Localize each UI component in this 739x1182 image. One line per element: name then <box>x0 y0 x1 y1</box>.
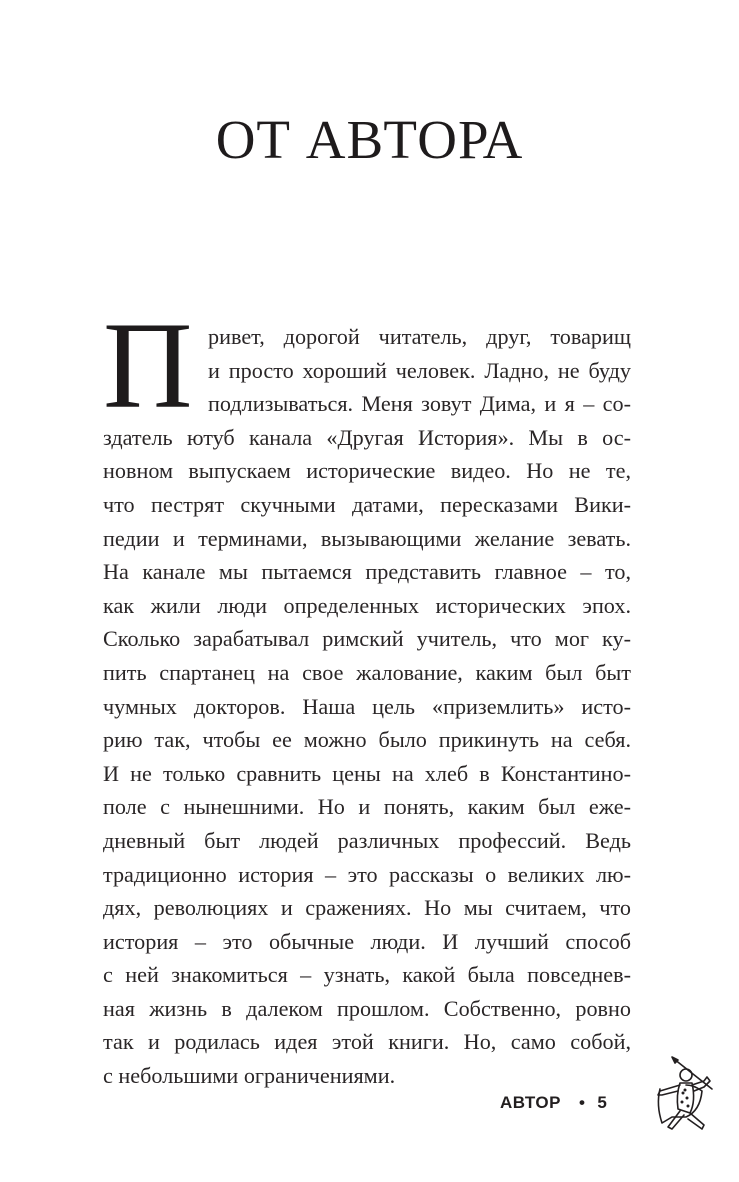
text-line: дях, революциях и сражениях. Но мы считаем, что <box>103 895 631 921</box>
text-line: чумных докторов. Наша цель «приземлить» исто- <box>103 693 631 719</box>
text-line: как жили люди определенных исторических эпох. <box>103 592 631 618</box>
text-line: подлизываться. Меня зовут Дима, и я – со- <box>208 391 631 417</box>
text-line: новном выпускаем исторические видео. Но не те, <box>103 458 631 484</box>
text-line: рию так, чтобы ее можно было прикинуть на себя. <box>103 727 631 753</box>
running-footer <box>500 1093 607 1113</box>
text-line: здатель ютуб канала «Другая История». Мы в ос- <box>103 424 631 450</box>
text-line: поле с нынешними. Но и понять, каким был еже- <box>103 794 631 820</box>
text-line: ривет, дорогой читатель, друг, товарищ <box>208 324 631 349</box>
text-line: педии и терминами, вызывающими желание зевать. <box>103 525 631 551</box>
text-line: дневный быт людей различных профессий. Ведь <box>103 827 631 853</box>
text-line: с небольшими ограничениями. <box>103 1063 396 1089</box>
text-line: И не только сравнить цены на хлеб в Константино- <box>103 760 631 786</box>
text-line: с ней знакомиться – узнать, какой была повседнев- <box>103 962 631 988</box>
text-line: так и родилась идея этой книги. Но, само собой, <box>103 1029 631 1055</box>
footer-separator: • <box>578 1093 586 1112</box>
text-line: и просто хороший человек. Ладно, не буду <box>208 357 631 383</box>
text-line: история – это обычные люди. И лучший способ <box>103 928 631 954</box>
drop-cap: П <box>103 297 193 434</box>
page-number: 5 <box>597 1093 608 1112</box>
text-line: пить спартанец на свое жалование, каким был быт <box>103 659 631 685</box>
page-title: ОТ АВТОРА <box>215 109 524 170</box>
body-paragraph <box>103 320 631 1093</box>
text-line: что пестрят скучными датами, пересказами Вики- <box>103 491 631 517</box>
footer-section: АВТОР <box>500 1093 561 1112</box>
text-line: На канале мы пытаемся представить главное – то, <box>103 559 631 585</box>
text-line: традиционно история – это рассказы о великих лю- <box>103 861 631 887</box>
text-line: ная жизнь в далеком прошлом. Собственно, ровно <box>103 995 631 1021</box>
text-line: Сколько зарабатывал римский учитель, что мог ку- <box>103 626 631 652</box>
spearman-with-shield-icon <box>646 1055 721 1135</box>
